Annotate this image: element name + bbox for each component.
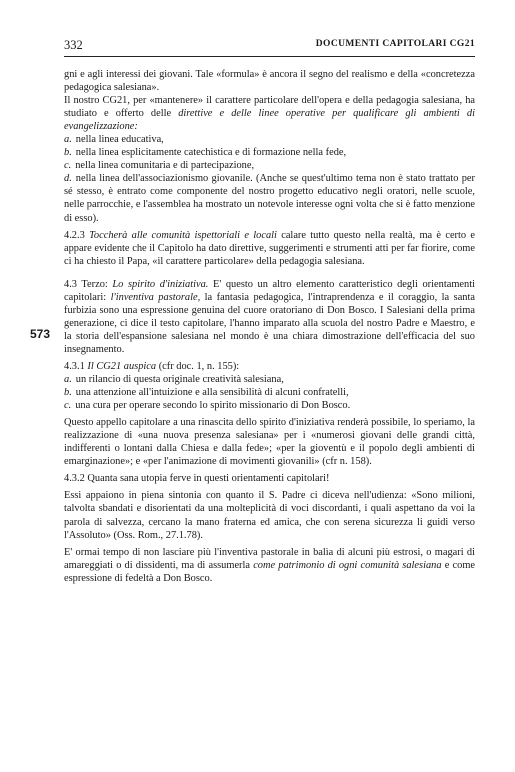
paragraph: 4.2.3 Toccherà alle comunità ispettoriali e locali calare tutto questo nella realtà, ma è certo e appare evidente che il Capitolo ha dato direttive, suggerimenti e strumenti atti per far fiorire, come ci ha chiesto il Papa, «il carattere particolare» della pedagogia salesiana. bbox=[64, 229, 475, 267]
list-item: b. nella linea esplicitamente catechistica e di formazione nella fede, bbox=[64, 147, 347, 159]
list-item: a. nella linea educativa, bbox=[64, 134, 164, 146]
list-item: c. nella linea comunitaria e di partecipazione, bbox=[64, 160, 255, 172]
list-education bbox=[64, 133, 475, 224]
emphasis: Il CG21 auspica bbox=[87, 360, 157, 372]
list-initiative bbox=[64, 373, 475, 412]
emphasis: l'inventiva pastorale, bbox=[110, 291, 201, 303]
paragraph: Questo appello capitolare a una rinascita dello spirito d'iniziativa renderà possibile, lo speriamo, la realizzazione di «una nuova presenza salesiana» per i «numerosi giovani delle grandi città, indifferenti o lontani dalla Chiesa e dalla fede»; «per la gioventù e il popolo degli ambienti di emarginazione»; e «per l'animazione di movimenti giovanili» (cfr n. 158). bbox=[64, 417, 475, 468]
list-item: a. un rilancio di questa originale creatività salesiana, bbox=[64, 374, 284, 386]
paragraph: 4.3.1 Il CG21 auspica (cfr doc. 1, n. 155): bbox=[64, 360, 240, 372]
list-item: d. nella linea dell'associazionismo giovanile. (Anche se quest'ultimo tema non è stato trattato per sé stesso, è entrato come componente del nostro progetto educativo negli oratori, nelle scuole, nelle parrocchie, e l'assemblea ha mostrato un notevole interesse ogni volta che si è fatto menzione di esso). bbox=[64, 173, 475, 224]
list-item: c. una cura per operare secondo lo spirito missionario di Don Bosco. bbox=[64, 400, 351, 412]
paragraph: 4.3.2 Quanta sana utopia ferve in questi orientamenti capitolari! bbox=[64, 473, 330, 485]
paragraph: Il nostro CG21, per «mantenere» il carattere particolare dell'opera e della pedagogia salesiana, ha studiato e offerto delle direttive e delle linee operative per qualificare gli ambienti di evangelizzazione: bbox=[64, 95, 476, 133]
list-item: b. una attenzione all'intuizione e alla sensibilità di alcuni confratelli, bbox=[64, 387, 349, 399]
emphasis: Toccherà alle comunità ispettoriali e locali bbox=[89, 229, 277, 241]
running-title: DOCUMENTI CAPITOLARI CG21 bbox=[315, 39, 475, 49]
emphasis: come patrimonio di ogni comunità salesiana bbox=[253, 559, 442, 571]
running-header bbox=[64, 38, 475, 57]
paragraph: E' ormai tempo di non lasciare più l'inventiva pastorale in balìa di alcuni più estrosi, o magari di amareggiati o di dissidenti, ma di assumerla come patrimonio di ogni comunità salesiana e come espressione di fedeltà a Don Bosco. bbox=[64, 546, 476, 584]
paragraph: gni e agli interessi dei giovani. Tale «formula» è ancora il segno del realismo e della «concretezza pedagogica salesiana». bbox=[64, 69, 475, 94]
emphasis: Lo spirito d'iniziativa. bbox=[112, 278, 209, 290]
emphasis: direttive e delle linee operative per qualificare gli ambienti di evangelizzazione: bbox=[64, 108, 476, 133]
paragraph: Essi appaiono in piena sintonia con quanto il S. Padre ci diceva nell'udienza: «Sono milioni, talvolta sbandati e disorientati da una molteplicità di voci discordanti, i quali aspettano da voi la parola di salvezza, cercano la mano fraterna ed amica, che con serena sicurezza li guidi verso l'Assoluto» (Oss. Rom., 27.1.78). bbox=[64, 490, 475, 541]
paragraph-573: 4.3 Terzo: Lo spirito d'iniziativa. E' questo un altro elemento caratteristico degli orientamenti capitolari: l'inventiva pastorale, la fantasia pedagogica, l'intraprendenza e il coraggio, la santa furbizia sono una espressione genuina del cuore oratoriano di Don Bosco. I Salesiani della prima generazione, ci dice il testo capitolare, l'hanno imparato alla scuola del nostro Padre e Maestro, e la storia dell'espansione salesiana nel mondo è una chiara dimostrazione dell'efficacia del suo insegnamento. bbox=[64, 278, 476, 355]
page-number: 332 bbox=[64, 38, 83, 52]
margin-number: 573 bbox=[30, 327, 51, 341]
body-text bbox=[64, 68, 475, 585]
